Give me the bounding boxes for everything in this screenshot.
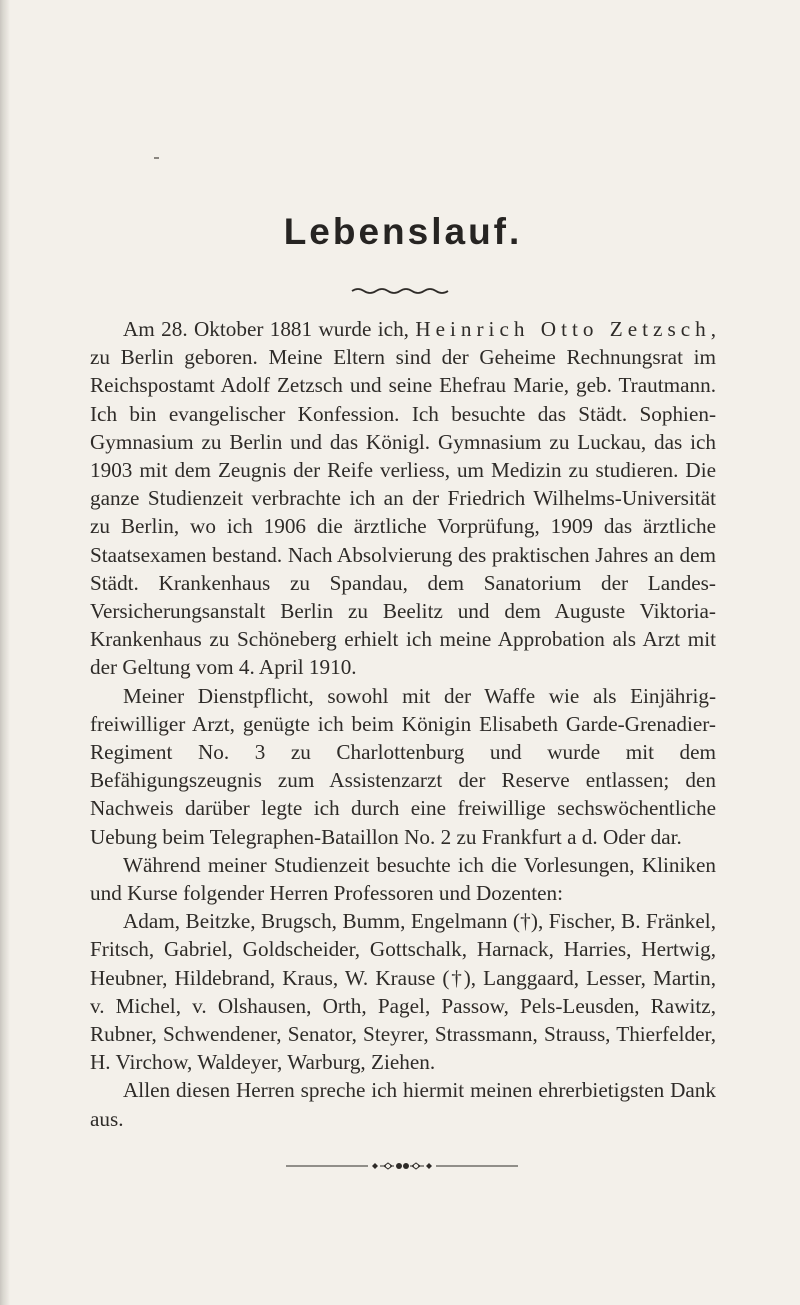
document-title: Lebenslauf. (283, 211, 523, 252)
author-name-spaced: Heinrich Otto Zetzsch (415, 317, 711, 341)
paragraph-text-segment: Allen diesen Herren spreche ich hiermit meinen ehrerbietigsten Dank aus. (90, 1078, 716, 1131)
paragraph-birth-education (90, 315, 716, 682)
paper-speck (154, 157, 159, 159)
page-edge-shadow (0, 0, 10, 1305)
paragraph-text-segment: , zu Berlin geboren. Meine Eltern sind der Geheime Rechnungsrat im Reichspostamt Adolf Zetzsch und seine Ehefrau Marie, geb. Trautmann. Ich bin evangelischer Konfession. Ich besuchte das Städt. Sophien-Gymnasium zu Berlin und das Königl. Gymnasium zu Luckau, das ich 1903 mit dem Zeugnis der Reife verliess, um Medizin zu studieren. Die ganze Studienzeit verbrachte ich an der Friedrich Wilhelms-Universität zu Berlin, wo ich 1906 die ärztliche Vorprüfung, 1909 das ärztliche Staatsexamen bestand. Nach Absolvierung des praktischen Jahres an dem Städt. Krankenhaus zu Spandau, dem Sanatorium der Landes-Versicherungsanstalt Berlin zu Beelitz und dem Auguste Viktoria-Krankenhaus zu Schöneberg erhielt ich meine Approbation als Arzt mit der Geltung vom 4. April 1910. (90, 317, 716, 680)
wavy-rule-ornament (350, 286, 450, 294)
paragraph-teachers-intro (90, 851, 716, 907)
paragraph-military-service (90, 682, 716, 851)
paragraph-thanks (90, 1076, 716, 1132)
diamond-rule-ornament (286, 1160, 518, 1172)
paragraph-text-segment: Meiner Dienstpflicht, sowohl mit der Waffe wie als Einjährig-freiwilliger Arzt, genügte ich beim Königin Elisabeth Garde-Grenadier-Regiment No. 3 zu Charlottenburg und wurde mit dem Befähigungszeugnis zum Assistenzarzt der Reserve entlassen; den Nachweis darüber legte ich durch eine freiwillige sechswöchentliche Uebung beim Telegraphen-Bataillon No. 2 zu Frankfurt a d. Oder dar. (90, 683, 716, 849)
paragraph-teachers-list (90, 907, 716, 1076)
paragraph-text-segment: Adam, Beitzke, Brugsch, Bumm, Engelmann (†), Fischer, B. Fränkel, Fritsch, Gabriel, Goldscheider, Gottschalk, Harnack, Harries, Hertwig, Heubner, Hildebrand, Kraus, W. Krause (†), Langgaard, Lesser, Martin, v. Michel, v. Olshausen, Orth, Pagel, Passow, Pels-Leusden, Rawitz, Rubner, Schwendener, Senator, Steyrer, Strassmann, Strauss, Thierfelder, H. Virchow, Waldeyer, Warburg, Ziehen. (90, 909, 716, 1075)
document-body (90, 315, 716, 1133)
paragraph-text-segment: Am 28. Oktober 1881 wurde ich, (123, 317, 416, 341)
paragraph-text-segment: Während meiner Studienzeit besuchte ich die Vorlesungen, Kliniken und Kurse folgender Herren Professoren und Dozenten: (90, 852, 716, 906)
